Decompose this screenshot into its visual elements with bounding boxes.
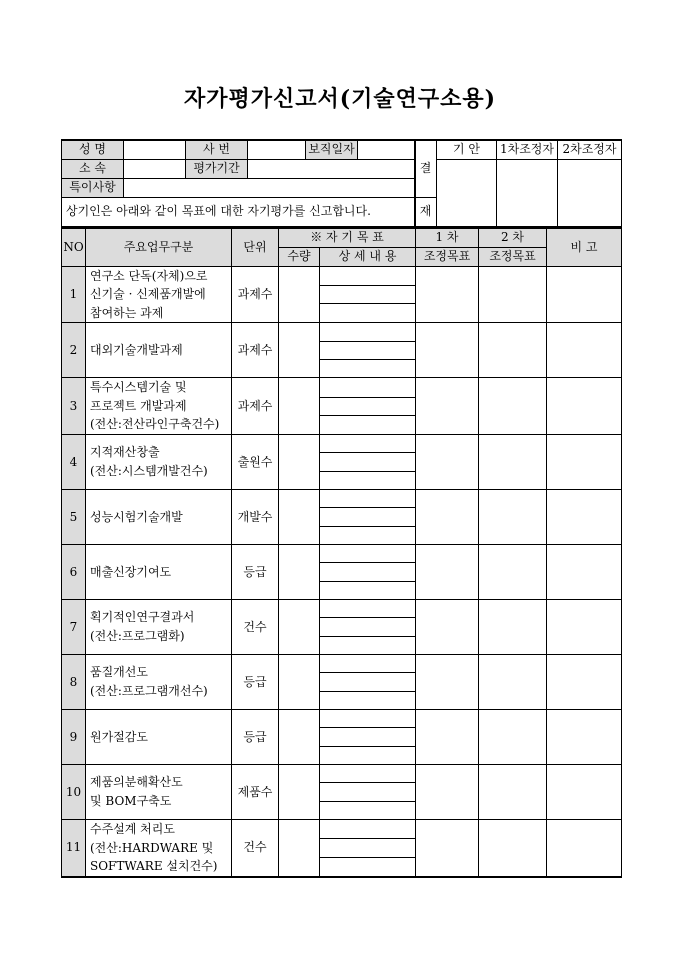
detail-line[interactable] <box>320 637 415 654</box>
evaluation-table <box>61 227 622 878</box>
col-header-first-target: 조정목표 <box>416 247 479 266</box>
remarks-cell[interactable] <box>547 378 622 435</box>
evaluation-period-label: 평가기간 <box>186 159 248 178</box>
row-number: 4 <box>62 435 86 490</box>
first-adjust-target-cell[interactable] <box>416 323 479 378</box>
unit: 등급 <box>232 545 279 600</box>
unit: 등급 <box>232 655 279 710</box>
detail-line[interactable] <box>320 472 415 489</box>
detail-cell <box>320 378 416 435</box>
quantity-cell[interactable] <box>279 378 320 435</box>
detail-line[interactable] <box>320 673 415 691</box>
assignment-date-field[interactable] <box>358 140 416 159</box>
detail-cell <box>320 600 416 655</box>
table-row <box>62 710 622 765</box>
table-row <box>62 655 622 710</box>
quantity-cell[interactable] <box>279 490 320 545</box>
remarks-cell[interactable] <box>547 710 622 765</box>
remarks-cell[interactable] <box>547 266 622 323</box>
quantity-cell[interactable] <box>279 600 320 655</box>
detail-cell <box>320 820 416 877</box>
department-field[interactable] <box>124 159 186 178</box>
task-name: 수주설계 처리도 (전산:HARDWARE 및 SOFTWARE 설치건수) <box>86 820 232 877</box>
col-header-self-goal: ※ 자 기 목 표 <box>279 228 416 247</box>
second-adjust-target-cell[interactable] <box>479 545 547 600</box>
detail-line[interactable] <box>320 618 415 636</box>
approval-label-bottom: 재 <box>415 197 437 226</box>
detail-line[interactable] <box>320 342 415 360</box>
detail-line[interactable] <box>320 508 415 526</box>
detail-line[interactable] <box>320 490 415 508</box>
department-label: 소 속 <box>62 159 124 178</box>
detail-line[interactable] <box>320 453 415 471</box>
detail-line[interactable] <box>320 858 415 875</box>
col-header-second-target: 조정목표 <box>479 247 547 266</box>
unit: 과제수 <box>232 378 279 435</box>
first-adjust-target-cell[interactable] <box>416 765 479 820</box>
first-adjust-target-cell[interactable] <box>416 820 479 877</box>
remarks-cell[interactable] <box>547 490 622 545</box>
task-name: 대외기술개발과제 <box>86 323 232 378</box>
unit: 출원수 <box>232 435 279 490</box>
detail-line[interactable] <box>320 802 415 819</box>
second-adjust-target-cell[interactable] <box>479 323 547 378</box>
detail-line[interactable] <box>320 527 415 544</box>
detail-line[interactable] <box>320 710 415 728</box>
notes-field[interactable] <box>124 178 416 197</box>
approval-col-draft: 기 안 <box>437 140 497 159</box>
table-row <box>62 435 622 490</box>
quantity-cell[interactable] <box>279 710 320 765</box>
approval-table <box>414 139 622 227</box>
name-label: 성 명 <box>62 140 124 159</box>
detail-line[interactable] <box>320 747 415 764</box>
approval-col-second-adjuster: 2차조정자 <box>558 140 622 159</box>
detail-cell <box>320 765 416 820</box>
quantity-cell[interactable] <box>279 820 320 877</box>
unit: 과제수 <box>232 323 279 378</box>
evaluation-period-field[interactable] <box>248 159 416 178</box>
detail-cell <box>320 655 416 710</box>
quantity-cell[interactable] <box>279 765 320 820</box>
employee-id-field[interactable] <box>248 140 306 159</box>
detail-line[interactable] <box>320 398 415 416</box>
detail-line[interactable] <box>320 545 415 563</box>
table-row <box>62 765 622 820</box>
task-name: 연구소 단독(자체)으로 신기술 · 신제품개발에 참여하는 과제 <box>86 266 232 323</box>
table-row <box>62 600 622 655</box>
detail-line[interactable] <box>320 655 415 673</box>
detail-line[interactable] <box>320 267 415 285</box>
col-header-remarks: 비 고 <box>547 228 622 266</box>
remarks-cell[interactable] <box>547 820 622 877</box>
col-header-no: NO <box>62 228 86 266</box>
detail-line[interactable] <box>320 839 415 857</box>
task-name: 품질개선도 (전산:프로그램개선수) <box>86 655 232 710</box>
task-name: 원가절감도 <box>86 710 232 765</box>
task-name: 특수시스템기술 및 프로젝트 개발과제 (전산:전산라인구축건수) <box>86 378 232 435</box>
row-number: 8 <box>62 655 86 710</box>
table-row <box>62 820 622 877</box>
first-adjust-target-cell[interactable] <box>416 266 479 323</box>
remarks-cell[interactable] <box>547 435 622 490</box>
remarks-cell[interactable] <box>547 655 622 710</box>
row-number: 10 <box>62 765 86 820</box>
detail-line[interactable] <box>320 600 415 618</box>
table-row <box>62 378 622 435</box>
approval-sign-draft[interactable] <box>437 159 497 226</box>
detail-cell <box>320 266 416 323</box>
second-adjust-target-cell[interactable] <box>479 435 547 490</box>
form-title: 자가평가신고서(기술연구소용) <box>183 86 497 112</box>
detail-line[interactable] <box>320 728 415 746</box>
table-row <box>62 545 622 600</box>
header-info-table <box>61 139 416 227</box>
detail-line[interactable] <box>320 360 415 377</box>
approval-sign-second[interactable] <box>558 159 622 226</box>
detail-cell <box>320 545 416 600</box>
col-header-task: 주요업무구분 <box>86 228 232 266</box>
remarks-cell[interactable] <box>547 545 622 600</box>
detail-line[interactable] <box>320 416 415 433</box>
second-adjust-target-cell[interactable] <box>479 266 547 323</box>
second-adjust-target-cell[interactable] <box>479 655 547 710</box>
notes-label: 특이사항 <box>62 178 124 197</box>
task-name: 성능시험기술개발 <box>86 490 232 545</box>
row-number: 6 <box>62 545 86 600</box>
col-header-detail: 상 세 내 용 <box>320 247 416 266</box>
second-adjust-target-cell[interactable] <box>479 820 547 877</box>
first-adjust-target-cell[interactable] <box>416 378 479 435</box>
detail-line[interactable] <box>320 323 415 341</box>
col-header-quantity: 수량 <box>279 247 320 266</box>
name-field[interactable] <box>124 140 186 159</box>
first-adjust-target-cell[interactable] <box>416 490 479 545</box>
first-adjust-target-cell[interactable] <box>416 545 479 600</box>
quantity-cell[interactable] <box>279 545 320 600</box>
detail-line[interactable] <box>320 821 415 839</box>
detail-line[interactable] <box>320 783 415 801</box>
assignment-date-label: 보직일자 <box>306 140 358 159</box>
table-row <box>62 490 622 545</box>
row-number: 9 <box>62 710 86 765</box>
second-adjust-target-cell[interactable] <box>479 765 547 820</box>
remarks-cell[interactable] <box>547 765 622 820</box>
first-adjust-target-cell[interactable] <box>416 600 479 655</box>
detail-line[interactable] <box>320 286 415 304</box>
remarks-cell[interactable] <box>547 600 622 655</box>
row-number: 5 <box>62 490 86 545</box>
task-name: 제품의분해확산도 및 BOM구축도 <box>86 765 232 820</box>
unit: 과제수 <box>232 266 279 323</box>
row-number: 11 <box>62 820 86 877</box>
quantity-cell[interactable] <box>279 266 320 323</box>
detail-line[interactable] <box>320 304 415 321</box>
second-adjust-target-cell[interactable] <box>479 710 547 765</box>
row-number: 3 <box>62 378 86 435</box>
task-name: 지적재산창출 (전산:시스템개발건수) <box>86 435 232 490</box>
detail-cell <box>320 435 416 490</box>
quantity-cell[interactable] <box>279 323 320 378</box>
approval-label-top: 결 <box>415 140 437 197</box>
col-header-first-adjust: 1 차 <box>416 228 479 247</box>
approval-col-first-adjuster: 1차조정자 <box>497 140 558 159</box>
detail-line[interactable] <box>320 435 415 453</box>
col-header-unit: 단위 <box>232 228 279 266</box>
unit: 제품수 <box>232 765 279 820</box>
unit: 건수 <box>232 600 279 655</box>
quantity-cell[interactable] <box>279 435 320 490</box>
detail-line[interactable] <box>320 765 415 783</box>
detail-cell <box>320 323 416 378</box>
second-adjust-target-cell[interactable] <box>479 490 547 545</box>
approval-sign-first[interactable] <box>497 159 558 226</box>
unit: 등급 <box>232 710 279 765</box>
second-adjust-target-cell[interactable] <box>479 378 547 435</box>
unit: 개발수 <box>232 490 279 545</box>
first-adjust-target-cell[interactable] <box>416 655 479 710</box>
table-row <box>62 323 622 378</box>
task-name: 획기적인연구결과서 (전산:프로그램화) <box>86 600 232 655</box>
second-adjust-target-cell[interactable] <box>479 600 547 655</box>
detail-line[interactable] <box>320 563 415 581</box>
detail-cell <box>320 710 416 765</box>
row-number: 7 <box>62 600 86 655</box>
col-header-second-adjust: 2 차 <box>479 228 547 247</box>
detail-line[interactable] <box>320 582 415 599</box>
first-adjust-target-cell[interactable] <box>416 435 479 490</box>
quantity-cell[interactable] <box>279 655 320 710</box>
detail-cell <box>320 490 416 545</box>
row-number: 2 <box>62 323 86 378</box>
declaration-text: 상기인은 아래와 같이 목표에 대한 자기평가를 신고합니다. <box>62 197 416 226</box>
task-name: 매출신장기여도 <box>86 545 232 600</box>
employee-id-label: 사 번 <box>186 140 248 159</box>
unit: 건수 <box>232 820 279 877</box>
detail-line[interactable] <box>320 692 415 709</box>
row-number: 1 <box>62 266 86 323</box>
detail-line[interactable] <box>320 379 415 397</box>
table-row <box>62 266 622 323</box>
remarks-cell[interactable] <box>547 323 622 378</box>
first-adjust-target-cell[interactable] <box>416 710 479 765</box>
